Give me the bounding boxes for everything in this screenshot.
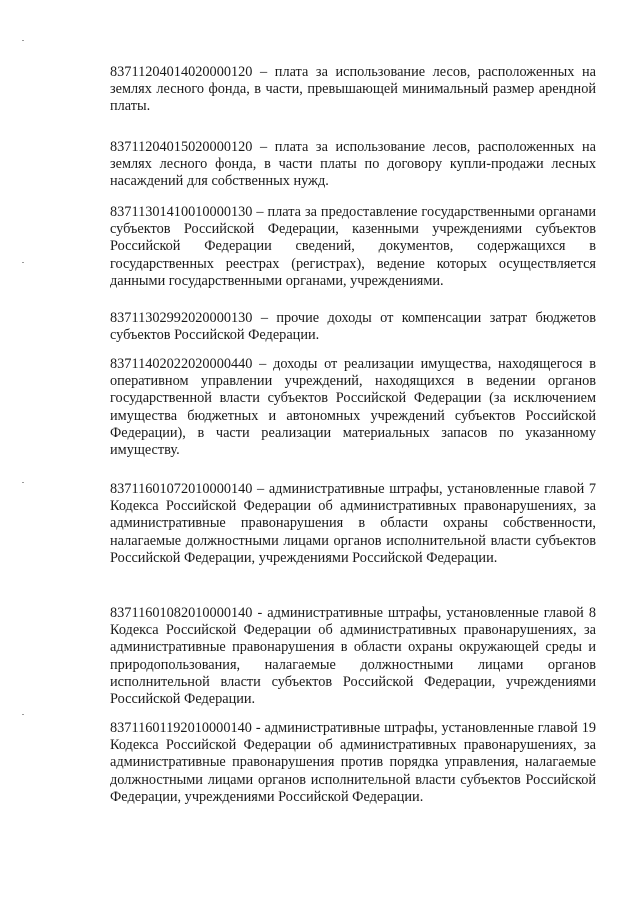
scan-mark xyxy=(22,40,24,41)
paragraph-7: 83711601082010000140 - административные штрафы, установленные главой 8 Кодекса Российской Федерации об административных правонарушениях, за административные правонарушения в области охраны окружающей среды и природопользования, налагаемые должностными лицами органов исполнительной власти субъектов Российской Федерации, учреждениями Российской Федерации. xyxy=(110,605,596,708)
scan-mark xyxy=(22,262,24,263)
scan-mark xyxy=(22,482,24,483)
paragraph-8: 83711601192010000140 - административные штрафы, установленные главой 19 Кодекса Российской Федерации об административных правонарушениях, за административные правонарушения против порядка управления, налагаемые должностными лицами органов исполнительной власти субъектов Российской Федерации, учреждениями Российской Федерации. xyxy=(110,720,596,805)
paragraph-1: 83711204014020000120 – плата за использование лесов, расположенных на землях лесного фонда, в части, превышающей минимальный размер арендной платы. xyxy=(110,64,596,115)
paragraph-6: 83711601072010000140 – административные штрафы, установленные главой 7 Кодекса Российской Федерации об административных правонарушениях, за административные правонарушения в области охраны собственности, налагаемые должностными лицами органов исполнительной власти субъектов Российской Федерации, учреждениями Российской Федерации. xyxy=(110,481,596,566)
paragraph-4: 83711302992020000130 – прочие доходы от компенсации затрат бюджетов субъектов Российской Федерации. xyxy=(110,310,596,344)
paragraph-3: 83711301410010000130 – плата за предоставление государственными органами субъектов Российской Федерации, казенными учреждениями субъектов Российской Федерации сведений, документов, содержащихся в государственных реестрах (регистрах), ведение которых осуществляется данными государственными органами, учреждениями. xyxy=(110,204,596,289)
paragraph-2: 83711204015020000120 – плата за использование лесов, расположенных на землях лесного фонда, в части платы по договору купли-продажи лесных насаждений для собственных нужд. xyxy=(110,139,596,190)
paragraph-5: 83711402022020000440 – доходы от реализации имущества, находящегося в оперативном управлении учреждений, находящихся в ведении органов государственной власти субъектов Российской Федерации (за исключением имущества бюджетных и автономных учреждений субъектов Российской Федерации), в части реализации материальных запасов по указанному имуществу. xyxy=(110,356,596,459)
scan-mark xyxy=(22,714,24,715)
